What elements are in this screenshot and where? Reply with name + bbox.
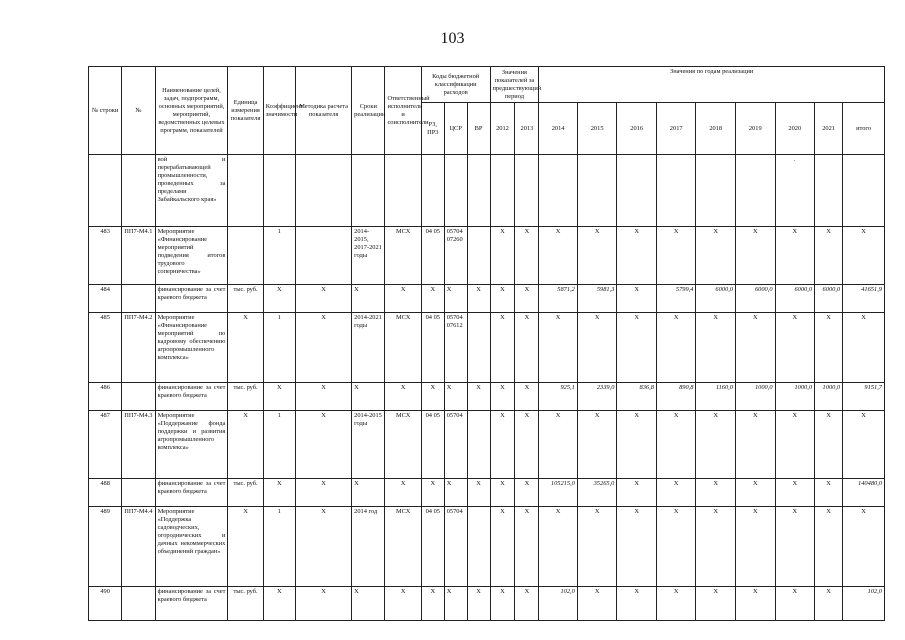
header-2013: 2013 [515, 103, 539, 155]
cell-v2013: X [515, 285, 539, 313]
cell-row: 483 [89, 227, 122, 285]
cell-vr: X [467, 587, 490, 621]
cell-vr: X [467, 479, 490, 507]
cell-v2013: X [515, 411, 539, 479]
table-row [89, 227, 885, 285]
cell-coef: 1 [263, 411, 295, 479]
cell-method: X [295, 285, 351, 313]
cell-v2012: X [490, 227, 515, 285]
header-2015: 2015 [577, 103, 617, 155]
cell-unit: тыс. руб. [228, 383, 263, 411]
header-row [89, 67, 885, 103]
cell-v2015: X [577, 411, 617, 479]
header-vr: ВР [467, 103, 490, 155]
cell-unit: X [228, 411, 263, 479]
cell-resp: X [385, 383, 421, 411]
cell-v2020: X [775, 587, 815, 621]
cell-name: финансирование за счет краевого бюджета [155, 479, 228, 507]
header-2018: 2018 [696, 103, 736, 155]
cell-rz: 04 05 [421, 313, 444, 383]
cell-v2021: X [815, 313, 843, 383]
cell-v2019: X [735, 587, 775, 621]
table-body [89, 227, 885, 621]
cell-terms: X [352, 285, 385, 313]
cell-rz: X [421, 587, 444, 621]
cell-v2020: X [775, 479, 815, 507]
header-resp: Ответственный исполнитель и соисполнители [385, 67, 421, 155]
cell-v2020: 6000,0 [775, 285, 815, 313]
cell-v2017: 890,8 [656, 383, 696, 411]
cell-method: X [295, 313, 351, 383]
cell-v2020: 1000,0 [775, 383, 815, 411]
cell-v2019: X [735, 313, 775, 383]
cell-v2014: 105215,0 [539, 479, 577, 507]
cell-method: X [295, 507, 351, 587]
cell-no [122, 479, 155, 507]
cell-csr: X [444, 587, 467, 621]
cell-v2020: X [775, 227, 815, 285]
cell-method: X [295, 587, 351, 621]
cell-rz: X [421, 285, 444, 313]
cell-v2017: 5799,4 [656, 285, 696, 313]
cell-total: X [843, 227, 885, 285]
cell-row: 487 [89, 411, 122, 479]
cell-name: финансирование за счет краевого бюджета [155, 383, 228, 411]
cell-v2016: 836,8 [617, 383, 657, 411]
cell-name: финансирование за счет краевого бюджета [155, 587, 228, 621]
cell-coef: X [263, 587, 295, 621]
cell-unit [228, 227, 263, 285]
cell-csr: X [444, 479, 467, 507]
cell-v2016: X [617, 587, 657, 621]
cell-v2016: X [617, 507, 657, 587]
cell-v2014: 5871,2 [539, 285, 577, 313]
cell-vr [467, 507, 490, 587]
cell-name: Мероприятие «Поддержка садоводческих, огороднических и дачных некоммерческих объединений граждан» [155, 507, 228, 587]
cell-v2021: 6000,0 [815, 285, 843, 313]
cell-resp: X [385, 285, 421, 313]
cell-terms: 2014-2021 годы [352, 313, 385, 383]
cell-terms: 2014-2015, 2017-2021 годы [352, 227, 385, 285]
cell-vr: X [467, 383, 490, 411]
cell-v2015: 5981,3 [577, 285, 617, 313]
header-2019: 2019 [735, 103, 775, 155]
cell-v2013: X [515, 587, 539, 621]
cell-v2017: X [656, 411, 696, 479]
cell-csr: 05704 07260 [444, 227, 467, 285]
cell-v2019: X [735, 227, 775, 285]
cell-v2016: X [617, 313, 657, 383]
header-2016: 2016 [617, 103, 657, 155]
cell-rz: X [421, 383, 444, 411]
table-row [89, 479, 885, 507]
page-number: 103 [440, 30, 465, 47]
header-coef: Коэффициент значимости [263, 67, 295, 155]
cell-v2017: X [656, 507, 696, 587]
cell-v2015: 2339,0 [577, 383, 617, 411]
cell-v2019: X [735, 479, 775, 507]
cell-resp: МСХ [385, 313, 421, 383]
table-row [89, 313, 885, 383]
cell-terms: X [352, 479, 385, 507]
cell-v2021: X [815, 587, 843, 621]
table-row [89, 285, 885, 313]
cell-no [122, 383, 155, 411]
cell-v2018: X [696, 313, 736, 383]
cell-resp: X [385, 479, 421, 507]
cell-v2013: X [515, 383, 539, 411]
cell-v2021: X [815, 479, 843, 507]
cell-v2014: X [539, 227, 577, 285]
cell-row: 488 [89, 479, 122, 507]
cell-total: 102,0 [843, 587, 885, 621]
cell-v2013: X [515, 479, 539, 507]
cell-method [295, 227, 351, 285]
table-row [89, 411, 885, 479]
cell-csr: 05704 [444, 411, 467, 479]
cell-coef: X [263, 285, 295, 313]
cell-v2017: X [656, 479, 696, 507]
cell-name: Мероприятие «Финансирование мероприятий по кадровому обеспечению агропромышленного комплекса» [155, 313, 228, 383]
header-years-group: Значения по годам реализации [539, 67, 885, 103]
cell-v2015: 35265,0 [577, 479, 617, 507]
budget-table [88, 66, 885, 621]
cell-v2016: X [617, 227, 657, 285]
cell-v2013: X [515, 313, 539, 383]
header-2017: 2017 [656, 103, 696, 155]
header-prev-group: Значения показателей за предшествующий период [490, 67, 539, 103]
cell-v2021: X [815, 411, 843, 479]
cell-vr [467, 313, 490, 383]
cell-v2013: X [515, 507, 539, 587]
cell-v2012: X [490, 587, 515, 621]
cell-row: 485 [89, 313, 122, 383]
header-terms: Сроки реализации [352, 67, 385, 155]
cell-v2019: 6000,0 [735, 285, 775, 313]
header-unit: Единица измерения показателя [228, 67, 263, 155]
cell-v2014: 102,0 [539, 587, 577, 621]
cell-total: 140480,0 [843, 479, 885, 507]
table-row [89, 587, 885, 621]
cell-rz: 04 05 [421, 227, 444, 285]
header-row-no: № строки [89, 67, 122, 155]
cell-row: 490 [89, 587, 122, 621]
cell-terms: X [352, 383, 385, 411]
header-name: Наименование целей, задач, подпрограмм, основных мероприятий, мероприятий, ведомственных целевых программ, показателей [155, 67, 228, 155]
cell-name: Мероприятие «Финансирование мероприятий подведения итогов трудового соперничества» [155, 227, 228, 285]
cell-v2015: X [577, 313, 617, 383]
cell-v2017: X [656, 227, 696, 285]
cell-v2018: X [696, 507, 736, 587]
header-rz: РЗ, ПР3 [421, 103, 444, 155]
header-2012: 2012 [490, 103, 515, 155]
cell-total: X [843, 313, 885, 383]
cell-unit: X [228, 507, 263, 587]
cell-v2015: X [577, 507, 617, 587]
header-2020: 2020 [775, 103, 815, 155]
cell-v2018: X [696, 411, 736, 479]
header-no: № [122, 67, 155, 155]
cell-v2015: X [577, 587, 617, 621]
cell-no [122, 587, 155, 621]
table-row [89, 383, 885, 411]
cell-row: 486 [89, 383, 122, 411]
cell-method: X [295, 383, 351, 411]
cell-no: ПП7-М4.3 [122, 411, 155, 479]
cell-terms: 2014 год [352, 507, 385, 587]
header-method: Методика расчета показателя [295, 67, 351, 155]
cell-name: вой и перерабатывающей промышленности, проведенных за пределами Забайкальского края» [155, 155, 228, 227]
cell-v2014: X [539, 507, 577, 587]
cell-method: X [295, 479, 351, 507]
cell-method: X [295, 411, 351, 479]
cell-row: 489 [89, 507, 122, 587]
cell-total: 41651,9 [843, 285, 885, 313]
cell-no: ПП7-М4.4 [122, 507, 155, 587]
header-total: итого [843, 103, 885, 155]
cell-resp: X [385, 587, 421, 621]
cell-vr [467, 411, 490, 479]
cell-terms: X [352, 587, 385, 621]
cell-v2015: X [577, 227, 617, 285]
cell-csr: 05704 07612 [444, 313, 467, 383]
cell-total: X [843, 411, 885, 479]
cell-vr [467, 227, 490, 285]
cell-unit: тыс. руб. [228, 479, 263, 507]
cell-csr: 05704 [444, 507, 467, 587]
cell-v2014: X [539, 313, 577, 383]
cell-row: 484 [89, 285, 122, 313]
cell-v2021: 1000,0 [815, 383, 843, 411]
cell-rz: 04 05 [421, 411, 444, 479]
cell-no [122, 285, 155, 313]
cell-v2012: X [490, 479, 515, 507]
cell-coef: X [263, 383, 295, 411]
cell-name: финансирование за счет краевого бюджета [155, 285, 228, 313]
cell-v2016: X [617, 411, 657, 479]
cell-unit: тыс. руб. [228, 285, 263, 313]
cell-v2020: X [775, 411, 815, 479]
cell-v2014: 925,1 [539, 383, 577, 411]
cell-v2019: X [735, 507, 775, 587]
cell-v2018: X [696, 227, 736, 285]
cell-v2014: X [539, 411, 577, 479]
cell-v2021: X [815, 507, 843, 587]
cell-v2018: 1160,0 [696, 383, 736, 411]
header-2014: 2014 [539, 103, 577, 155]
cell-csr: X [444, 285, 467, 313]
cell-coef: X [263, 479, 295, 507]
cell-total: X [843, 507, 885, 587]
cell-v2018: 6000,0 [696, 285, 736, 313]
cell-total: 9151,7 [843, 383, 885, 411]
cell-unit: X [228, 313, 263, 383]
cell-csr: X [444, 383, 467, 411]
cell-rz: 04 05 [421, 507, 444, 587]
cell-v2019: 1000,0 [735, 383, 775, 411]
cell-unit: тыс. руб. [228, 587, 263, 621]
cell-resp: МСХ [385, 411, 421, 479]
continuation-row [89, 155, 885, 227]
cell-v2017: X [656, 587, 696, 621]
cell-v2017: X [656, 313, 696, 383]
cell-v2012: X [490, 507, 515, 587]
cell-v2019: X [735, 411, 775, 479]
cell-v2020: X [775, 313, 815, 383]
table-row [89, 507, 885, 587]
cell-resp: МСХ [385, 227, 421, 285]
cell-name: Мероприятие «Поддержание фонда поддержки и развития агропромышленного комплекса» [155, 411, 228, 479]
cell-no: ПП7-М4.2 [122, 313, 155, 383]
cell-v2018: X [696, 479, 736, 507]
cell-v2016: X [617, 285, 657, 313]
cell-rz: X [421, 479, 444, 507]
cell-coef: 1 [263, 313, 295, 383]
cell-v2012: X [490, 383, 515, 411]
cell-v2012: X [490, 411, 515, 479]
cell-v2020: X [775, 507, 815, 587]
cell-terms: 2014-2015 годы [352, 411, 385, 479]
header-csr: ЦСР [444, 103, 467, 155]
cell-vr: X [467, 285, 490, 313]
cell-v2013: X [515, 227, 539, 285]
cell-coef: 1 [263, 227, 295, 285]
header-2021: 2021 [815, 103, 843, 155]
cell-no: ПП7-М4.1 [122, 227, 155, 285]
header-codes-group: Коды бюджетной классификации расходов [421, 67, 490, 103]
cell-resp: МСХ [385, 507, 421, 587]
cell-v2012: X [490, 313, 515, 383]
cell-v2018: X [696, 587, 736, 621]
cell-coef: 1 [263, 507, 295, 587]
cell-v2016: X [617, 479, 657, 507]
cell-v2012: X [490, 285, 515, 313]
cell-v2021: X [815, 227, 843, 285]
cell-2020: . [775, 155, 815, 227]
